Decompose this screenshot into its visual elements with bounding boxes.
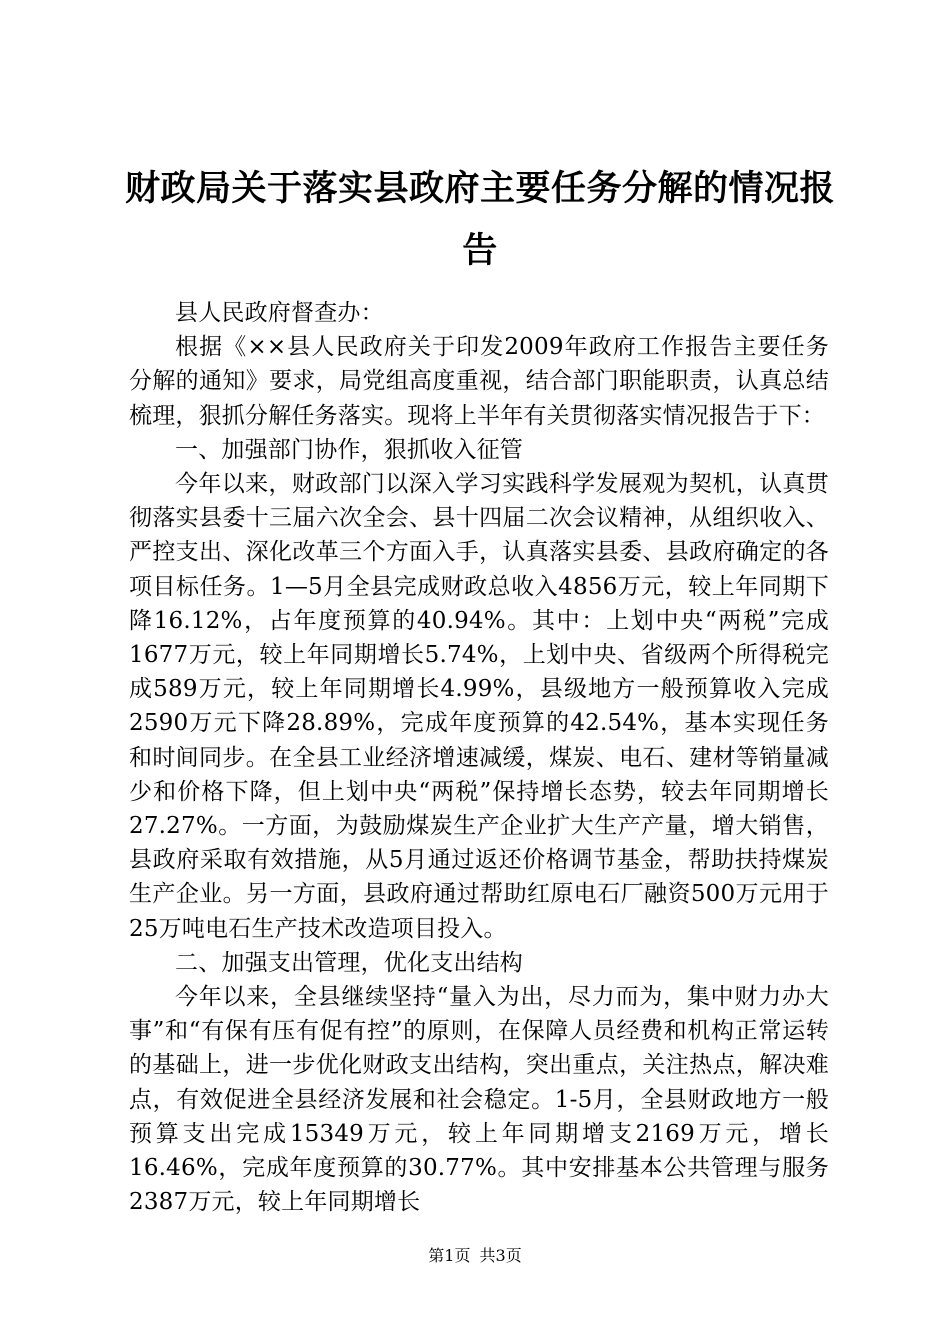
paragraph-section-2: 今年以来，全县继续坚持“量入为出，尽力而为，集中财力办大事”和“有保有压有促有控”的原则，在保障人员经费和机构正常运转的基础上，进一步优化财政支出结构，突出重点，关注热点，解决难点，有效促进全县经济发展和社会稳定。1-5月，全县财政地方一般预算支出完成15349万元，较上年同期增支2169万元，增长16.46%，完成年度预算的30.77%。其中安排基本公共管理与服务2387万元，较上年同期增长	[129, 984, 829, 1216]
paragraph-section-1: 今年以来，财政部门以深入学习实践科学发展观为契机，认真贯彻落实县委十三届六次全会、县十四届二次会议精神，从组织收入、严控支出、深化改革三个方面入手，认真落实县委、县政府确定的各项目标任务。1—5月全县完成财政总收入4856万元，较上年同期下降16.12%，占年度预算的40.94%。其中：上划中央“两税”完成1677万元，较上年同期增长5.74%，上划中央、省级两个所得税完成589万元，较上年同期增长4.99%，县级地方一般预算收入完成2590万元下降28.89%，完成年度预算的42.54%，基本实现任务和时间同步。在全县工业经济增速减缓，煤炭、电石、建材等销量减少和价格下降，但上划中央“两税”保持增长态势，较去年同期增长27.27%。一方面，为鼓励煤炭生产企业扩大生产产量，增大销售，县政府采取有效措施，从5月通过返还价格调节基金，帮助扶持煤炭生产企业。另一方面，县政府通过帮助红原电石厂融资500万元用于25万吨电石生产技术改造项目投入。	[129, 471, 829, 942]
page-total: 共3页	[479, 1246, 522, 1265]
section-heading-2: 二、加强支出管理，优化支出结构	[175, 949, 523, 976]
paragraph-intro: 根据《××县人民政府关于印发2009年政府工作报告主要任务分解的通知》要求，局党组高度重视，结合部门职能职责，认真总结梳理，狠抓分解任务落实。现将上半年有关贯彻落实情况报告于下：	[129, 334, 829, 429]
section-heading-1: 一、加强部门协作，狠抓收入征管	[175, 436, 523, 463]
document-title: 财政局关于落实县政府主要任务分解的情况报告	[124, 168, 835, 271]
document-body	[129, 296, 829, 1219]
salutation: 县人民政府督查办：	[175, 300, 384, 326]
page-footer	[0, 1243, 950, 1266]
page-number: 第1页	[428, 1246, 471, 1265]
